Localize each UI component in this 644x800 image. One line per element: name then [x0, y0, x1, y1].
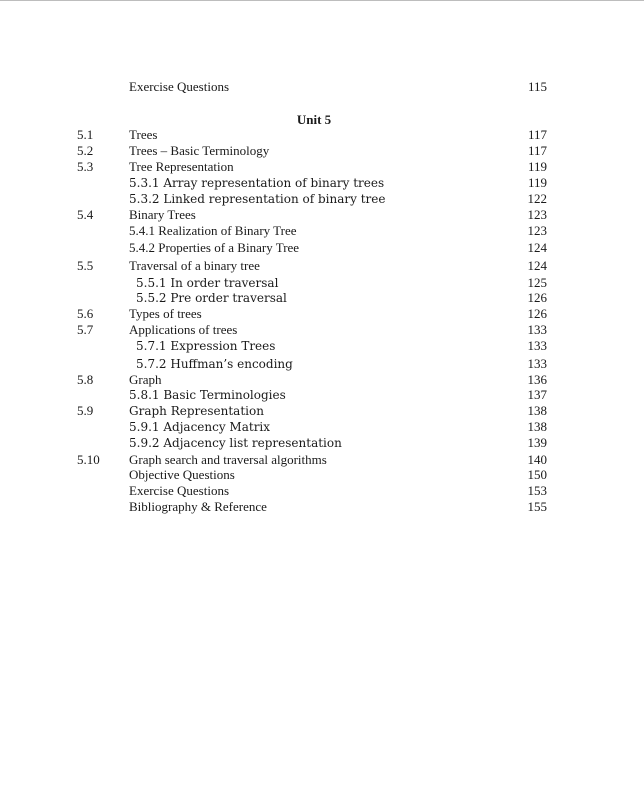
toc-page: 117	[527, 127, 547, 142]
toc-number: 5.4	[77, 207, 94, 222]
toc-title: Exercise Questions	[129, 79, 230, 94]
toc-row	[0, 143, 644, 159]
toc-title: 5.7.1 Expression Trees	[136, 339, 276, 353]
toc-page: 137	[527, 387, 547, 402]
toc-row	[0, 403, 644, 419]
toc-row	[0, 338, 644, 354]
toc-page: 150	[527, 467, 547, 482]
toc-number: 5.1	[77, 127, 94, 142]
toc-page: 123	[527, 207, 547, 222]
toc-row	[0, 223, 644, 239]
toc-title: 5.7.2 Huffman’s encoding	[136, 357, 293, 371]
toc-page: 117	[527, 143, 547, 158]
unit-heading: Unit 5	[296, 112, 332, 127]
toc-title: Traversal of a binary tree	[129, 258, 260, 273]
toc-row	[0, 275, 644, 291]
toc-row	[0, 159, 644, 175]
toc-page: 119	[527, 159, 547, 174]
toc-row	[0, 435, 644, 451]
toc-row	[0, 290, 644, 306]
toc-page: 122	[527, 191, 547, 206]
toc-title: 5.5.1 In order traversal	[136, 276, 279, 290]
toc-row	[0, 419, 644, 435]
toc-row	[0, 175, 644, 191]
toc-number: 5.8	[77, 372, 94, 387]
page-top-border	[0, 0, 644, 1]
toc-row	[0, 499, 644, 515]
toc-row	[0, 356, 644, 372]
toc-number: 5.9	[77, 403, 94, 418]
toc-title: 5.8.1 Basic Terminologies	[129, 388, 286, 402]
toc-number: 5.5	[77, 258, 94, 273]
toc-page: 139	[527, 435, 547, 450]
toc-page: 123	[527, 223, 547, 238]
toc-page: 133	[527, 322, 547, 337]
toc-row	[0, 306, 644, 322]
toc-page: 119	[527, 175, 547, 190]
toc-number: 5.6	[77, 306, 94, 321]
toc-row	[0, 127, 644, 143]
toc-page: 126	[527, 306, 547, 321]
toc-page: 155	[527, 499, 547, 514]
toc-page: 126	[527, 290, 547, 305]
toc-title: 5.4.2 Properties of a Binary Tree	[129, 240, 300, 255]
toc-title: Graph	[129, 372, 162, 387]
toc-title: 5.9.1 Adjacency Matrix	[129, 420, 271, 434]
toc-row	[0, 467, 644, 483]
toc-row	[0, 372, 644, 388]
toc-page: 115	[527, 79, 547, 94]
toc-page: 140	[527, 452, 547, 467]
toc-title: Graph Representation	[129, 404, 264, 418]
toc-title: Applications of trees	[129, 322, 238, 337]
toc-title: 5.9.2 Adjacency list representation	[129, 436, 342, 450]
toc-page: 125	[527, 275, 547, 290]
toc-title: 5.5.2 Pre order traversal	[136, 291, 287, 305]
toc-number: 5.7	[77, 322, 94, 337]
toc-row	[0, 191, 644, 207]
toc-title: Bibliography & Reference	[129, 499, 267, 514]
toc-row	[0, 322, 644, 338]
toc-row	[0, 207, 644, 223]
toc-title: Objective Questions	[129, 467, 235, 482]
toc-title: 5.3.2 Linked representation of binary tree	[129, 192, 386, 206]
toc-title: Binary Trees	[129, 207, 196, 222]
toc-row	[0, 483, 644, 499]
toc-page: 136	[527, 372, 547, 387]
toc-page: 124	[527, 240, 547, 255]
toc-title: 5.4.1 Realization of Binary Tree	[129, 223, 297, 238]
toc-title: Tree Representation	[129, 159, 234, 174]
toc-title: Types of trees	[129, 306, 202, 321]
toc-row	[0, 240, 644, 256]
toc-row	[0, 258, 644, 274]
toc-row-pre	[0, 79, 644, 95]
toc-row	[0, 387, 644, 403]
toc-number: 5.2	[77, 143, 94, 158]
toc-title: 5.3.1 Array representation of binary trees	[129, 176, 385, 190]
toc-page: 133	[527, 338, 547, 353]
toc-page: 153	[527, 483, 547, 498]
toc-title: Trees – Basic Terminology	[129, 143, 270, 158]
toc-page: 133	[527, 356, 547, 371]
toc-page: 138	[527, 419, 547, 434]
toc-title: Graph search and traversal algorithms	[129, 452, 327, 467]
toc-title: Trees	[129, 127, 158, 142]
toc-number: 5.3	[77, 159, 94, 174]
toc-number: 5.10	[77, 452, 100, 467]
toc-page: 138	[527, 403, 547, 418]
toc-page: 124	[527, 258, 547, 273]
toc-row	[0, 452, 644, 468]
toc-title: Exercise Questions	[129, 483, 230, 498]
